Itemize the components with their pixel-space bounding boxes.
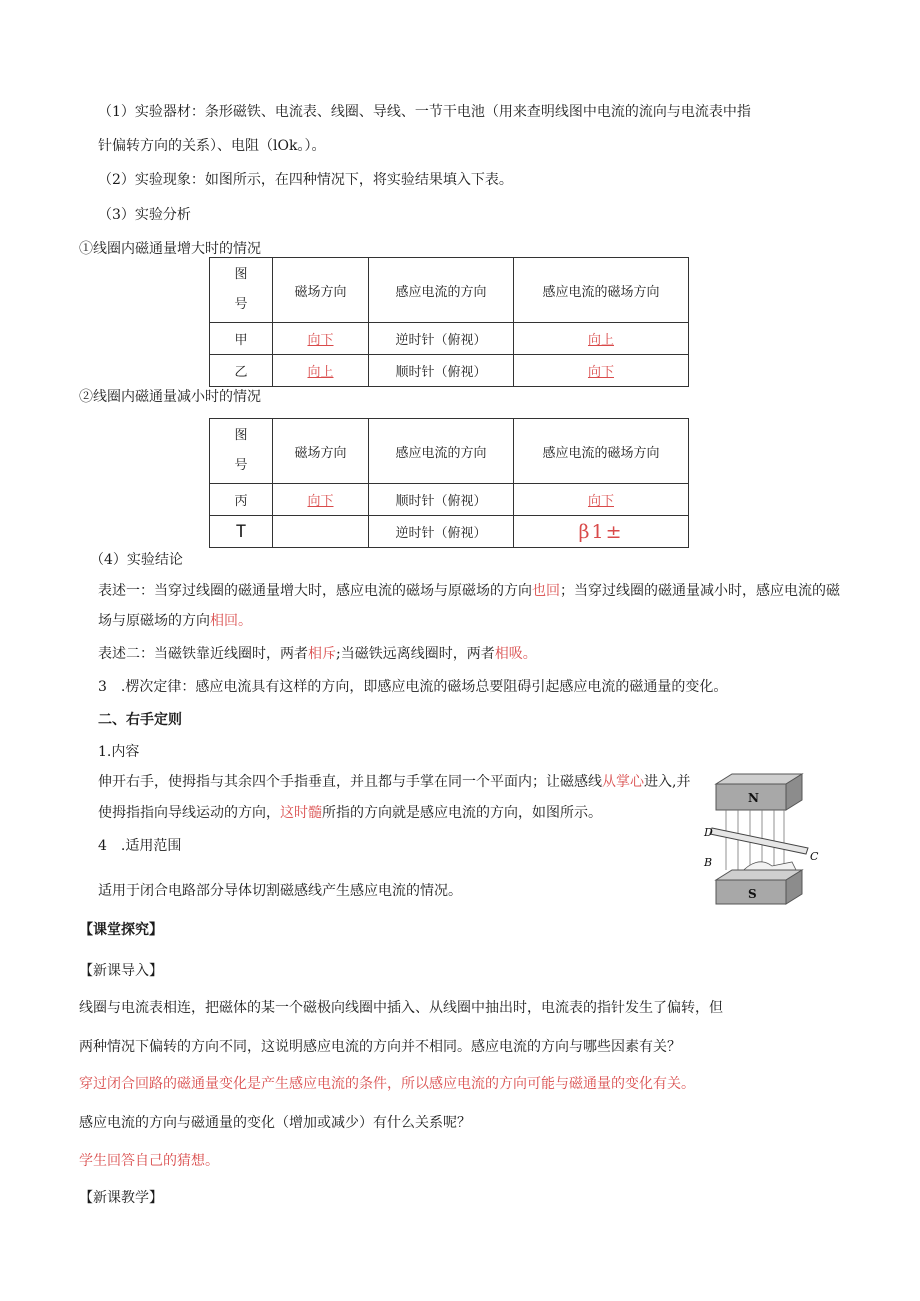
answer2: 学生回答自己的猜想。 bbox=[79, 1153, 219, 1169]
scope-text: 适用于闭合电路部分导体切割磁感线产生感应电流的情况。 bbox=[98, 883, 462, 899]
intro-line1: 线圈与电流表相连，把磁体的某一个磁极向线圈中插入、从线圈中抽出时，电流表的指针发生了偏转，但 bbox=[79, 1000, 723, 1016]
para-phenomenon: （2）实验现象：如图所示，在四种情况下，将实验结果填入下表。 bbox=[98, 172, 513, 188]
header-current-dir: 感应电流的方向 bbox=[369, 258, 514, 323]
para-equipment-line2: 针偏转方向的关系）、电阻（lOk。）。 bbox=[98, 138, 326, 154]
header-induced-dir: 感应电流的磁场方向 bbox=[514, 258, 689, 323]
header-induced-dir: 感应电流的磁场方向 bbox=[514, 419, 689, 484]
new-intro-heading: 【新课导入】 bbox=[79, 963, 163, 979]
label-b: B bbox=[704, 856, 713, 869]
table-row: 甲 向下 逆时针（俯视） 向上 bbox=[210, 323, 689, 355]
para-conclusion: （4）实验结论 bbox=[90, 552, 183, 568]
label-n: N bbox=[748, 791, 759, 805]
table-row: T 逆时针（俯视） β1± bbox=[210, 516, 689, 548]
right-hand-line2: 使拇指指向导线运动的方向，这时髓所指的方向就是感应电流的方向，如图所示。 bbox=[98, 805, 602, 821]
header-fig: 图 号 bbox=[210, 258, 273, 323]
header-field-dir: 磁场方向 bbox=[273, 419, 369, 484]
table-row: 丙 向下 顺时针（俯视） 向下 bbox=[210, 484, 689, 516]
label-d: D bbox=[704, 826, 713, 839]
intro-line2: 两种情况下偏转的方向不同，这说明感应电流的方向并不相同。感应电流的方向与哪些因素有关？ bbox=[79, 1039, 681, 1055]
right-hand-line1: 伸开右手，使拇指与其余四个手指垂直，并且都与手掌在同一个平面内；让磁感线从掌心进入,并 bbox=[98, 774, 691, 790]
statement1-line2: 场与原磁场的方向相回。 bbox=[98, 613, 252, 629]
class-explore-heading: 【课堂探究】 bbox=[79, 922, 163, 938]
answer1: 穿过闭合回路的磁通量变化是产生感应电流的条件，所以感应电流的方向可能与磁通量的变化有关。 bbox=[79, 1076, 695, 1092]
statement1-line1: 表述一：当穿过线圈的磁通量增大时，感应电流的磁场与原磁场的方向也回；当穿过线圈的磁通量减小时，感应电流的磁 bbox=[98, 583, 840, 599]
header-current-dir: 感应电流的方向 bbox=[369, 419, 514, 484]
new-teach-heading: 【新课教学】 bbox=[79, 1190, 163, 1206]
header-field-dir: 磁场方向 bbox=[273, 258, 369, 323]
table-flux-decrease bbox=[209, 418, 689, 548]
label-c: C bbox=[810, 850, 819, 863]
para-equipment-line1: （1）实验器材：条形磁铁、电流表、线圈、导线、一节干电池（用来查明线图中电流的流向与电流表中指 bbox=[98, 104, 751, 120]
label-s: S bbox=[748, 887, 757, 901]
para-analysis: （3）实验分析 bbox=[98, 207, 191, 223]
right-hand-rule-figure bbox=[700, 770, 825, 910]
table-flux-increase bbox=[209, 257, 689, 387]
scope-title: 4 .适用范围 bbox=[98, 838, 182, 854]
question2: 感应电流的方向与磁通量的变化（增加或减少）有什么关系呢？ bbox=[79, 1115, 471, 1131]
lenz-law: 3 .楞次定律：感应电流具有这样的方向，即感应电流的磁场总要阻碍引起感应电流的磁通量的变化。 bbox=[98, 679, 728, 695]
content-title: 1.内容 bbox=[98, 744, 140, 760]
table-row: 乙 向上 顺时针（俯视） 向下 bbox=[210, 355, 689, 387]
statement2: 表述二：当磁铁靠近线圈时，两者相斥;当磁铁远离线圈时，两者相吸。 bbox=[98, 646, 537, 662]
case2-title: ②线圈内磁通量减小时的情况 bbox=[79, 389, 261, 405]
header-fig: 图 号 bbox=[210, 419, 273, 484]
section-right-hand-rule: 二、右手定则 bbox=[98, 712, 182, 728]
case1-title: ①线圈内磁通量增大时的情况 bbox=[79, 241, 261, 257]
